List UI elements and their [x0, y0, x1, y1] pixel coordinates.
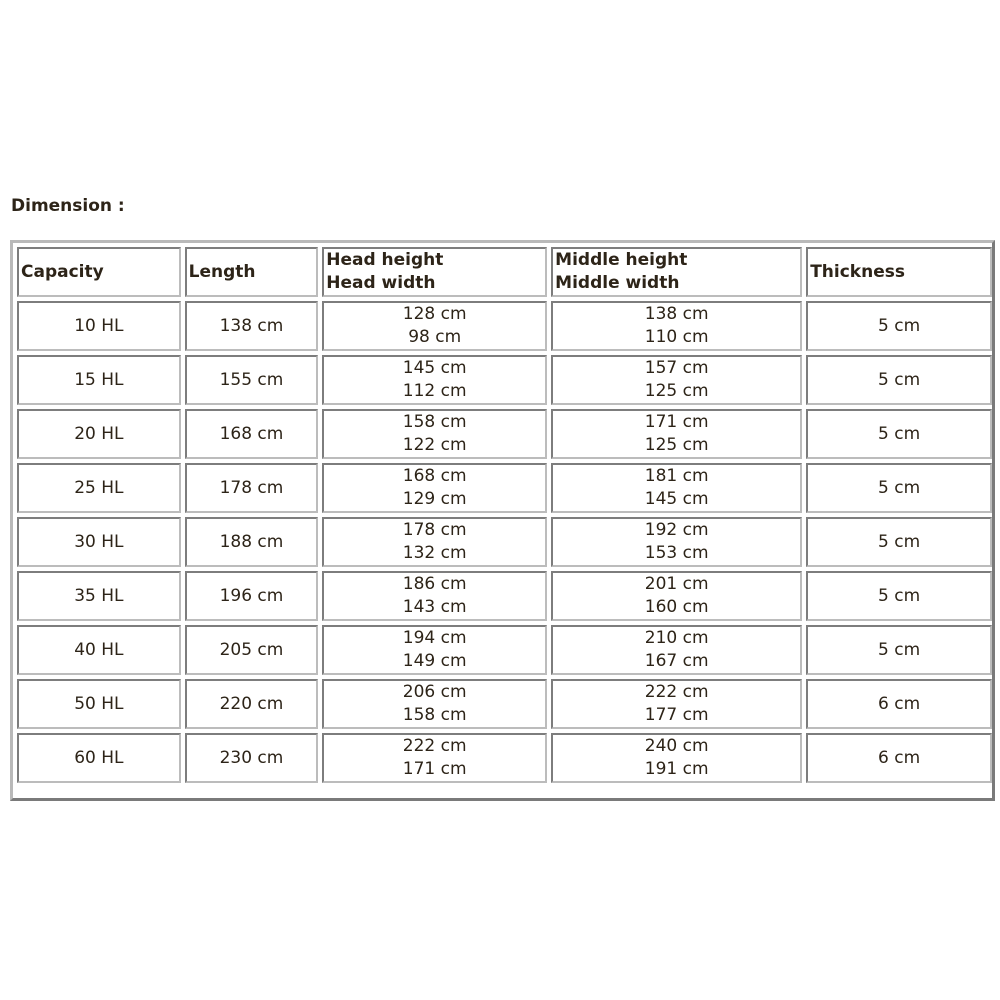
header-capacity: Capacity [17, 247, 181, 297]
cell-capacity: 40 HL [17, 625, 181, 675]
cell-length: 155 cm [185, 355, 319, 405]
cell-middle-height: 201 cm [644, 574, 709, 594]
cell-capacity: 35 HL [17, 571, 181, 621]
cell-head-width: 132 cm [402, 543, 467, 563]
cell-head-width: 122 cm [402, 435, 467, 455]
cell-capacity: 50 HL [17, 679, 181, 729]
cell-head-height: 186 cm [402, 574, 467, 594]
cell-head-height: 145 cm [402, 358, 467, 378]
cell-length: 220 cm [185, 679, 319, 729]
cell-head-height: 222 cm [402, 736, 467, 756]
table-row [17, 463, 992, 513]
cell-thickness: 5 cm [806, 409, 992, 459]
header-head [322, 247, 547, 297]
cell-middle [551, 463, 802, 513]
dimensions-table [13, 243, 996, 787]
cell-length: 138 cm [185, 301, 319, 351]
cell-middle [551, 571, 802, 621]
header-thickness: Thickness [806, 247, 992, 297]
table-row [17, 733, 992, 783]
cell-head [322, 625, 547, 675]
header-middle-height: Middle height [555, 250, 688, 270]
header-row [17, 247, 992, 297]
cell-head-height: 194 cm [402, 628, 467, 648]
cell-thickness: 6 cm [806, 733, 992, 783]
cell-capacity: 60 HL [17, 733, 181, 783]
table-row [17, 625, 992, 675]
cell-length: 178 cm [185, 463, 319, 513]
cell-capacity: 10 HL [17, 301, 181, 351]
cell-middle [551, 409, 802, 459]
cell-head-height: 178 cm [402, 520, 467, 540]
cell-head [322, 571, 547, 621]
cell-capacity: 30 HL [17, 517, 181, 567]
table-body [17, 301, 992, 783]
cell-head-height: 128 cm [402, 304, 467, 324]
cell-middle-height: 222 cm [644, 682, 709, 702]
cell-middle-width: 145 cm [644, 489, 709, 509]
cell-thickness: 5 cm [806, 625, 992, 675]
cell-middle-width: 177 cm [644, 705, 709, 725]
cell-head-height: 168 cm [402, 466, 467, 486]
table-row [17, 355, 992, 405]
cell-head [322, 679, 547, 729]
cell-middle-width: 125 cm [644, 381, 709, 401]
cell-head [322, 733, 547, 783]
cell-thickness: 5 cm [806, 355, 992, 405]
cell-thickness: 5 cm [806, 301, 992, 351]
cell-head [322, 355, 547, 405]
cell-capacity: 15 HL [17, 355, 181, 405]
cell-head [322, 409, 547, 459]
cell-middle-width: 160 cm [644, 597, 709, 617]
section-title: Dimension : [11, 196, 125, 216]
cell-middle-height: 210 cm [644, 628, 709, 648]
header-length: Length [185, 247, 319, 297]
cell-head-width: 158 cm [402, 705, 467, 725]
header-head-height: Head height [326, 250, 444, 270]
dimensions-table-frame [10, 240, 995, 801]
table-row [17, 409, 992, 459]
header-middle [551, 247, 802, 297]
cell-middle-width: 167 cm [644, 651, 709, 671]
table-row [17, 571, 992, 621]
cell-thickness: 6 cm [806, 679, 992, 729]
cell-middle-height: 240 cm [644, 736, 709, 756]
cell-head-width: 143 cm [402, 597, 467, 617]
cell-head [322, 301, 547, 351]
cell-head-width: 129 cm [402, 489, 467, 509]
cell-head-height: 206 cm [402, 682, 467, 702]
cell-middle [551, 517, 802, 567]
cell-thickness: 5 cm [806, 517, 992, 567]
cell-middle-height: 171 cm [644, 412, 709, 432]
cell-length: 230 cm [185, 733, 319, 783]
cell-head [322, 463, 547, 513]
cell-middle-width: 191 cm [644, 759, 709, 779]
cell-head-width: 98 cm [408, 327, 462, 347]
cell-head-width: 112 cm [402, 381, 467, 401]
cell-head [322, 517, 547, 567]
header-head-width: Head width [326, 273, 436, 293]
cell-length: 205 cm [185, 625, 319, 675]
cell-head-width: 171 cm [402, 759, 467, 779]
cell-middle-height: 157 cm [644, 358, 709, 378]
cell-capacity: 25 HL [17, 463, 181, 513]
cell-middle [551, 301, 802, 351]
cell-middle-width: 125 cm [644, 435, 709, 455]
cell-middle [551, 733, 802, 783]
cell-length: 168 cm [185, 409, 319, 459]
table-row [17, 679, 992, 729]
cell-middle-height: 181 cm [644, 466, 709, 486]
cell-middle [551, 679, 802, 729]
cell-middle-height: 138 cm [644, 304, 709, 324]
cell-middle-height: 192 cm [644, 520, 709, 540]
cell-length: 196 cm [185, 571, 319, 621]
cell-length: 188 cm [185, 517, 319, 567]
cell-thickness: 5 cm [806, 463, 992, 513]
table-row [17, 301, 992, 351]
cell-head-width: 149 cm [402, 651, 467, 671]
cell-head-height: 158 cm [402, 412, 467, 432]
cell-thickness: 5 cm [806, 571, 992, 621]
cell-middle [551, 355, 802, 405]
cell-capacity: 20 HL [17, 409, 181, 459]
table-row [17, 517, 992, 567]
cell-middle-width: 153 cm [644, 543, 709, 563]
cell-middle-width: 110 cm [644, 327, 709, 347]
header-middle-width: Middle width [555, 273, 680, 293]
cell-middle [551, 625, 802, 675]
